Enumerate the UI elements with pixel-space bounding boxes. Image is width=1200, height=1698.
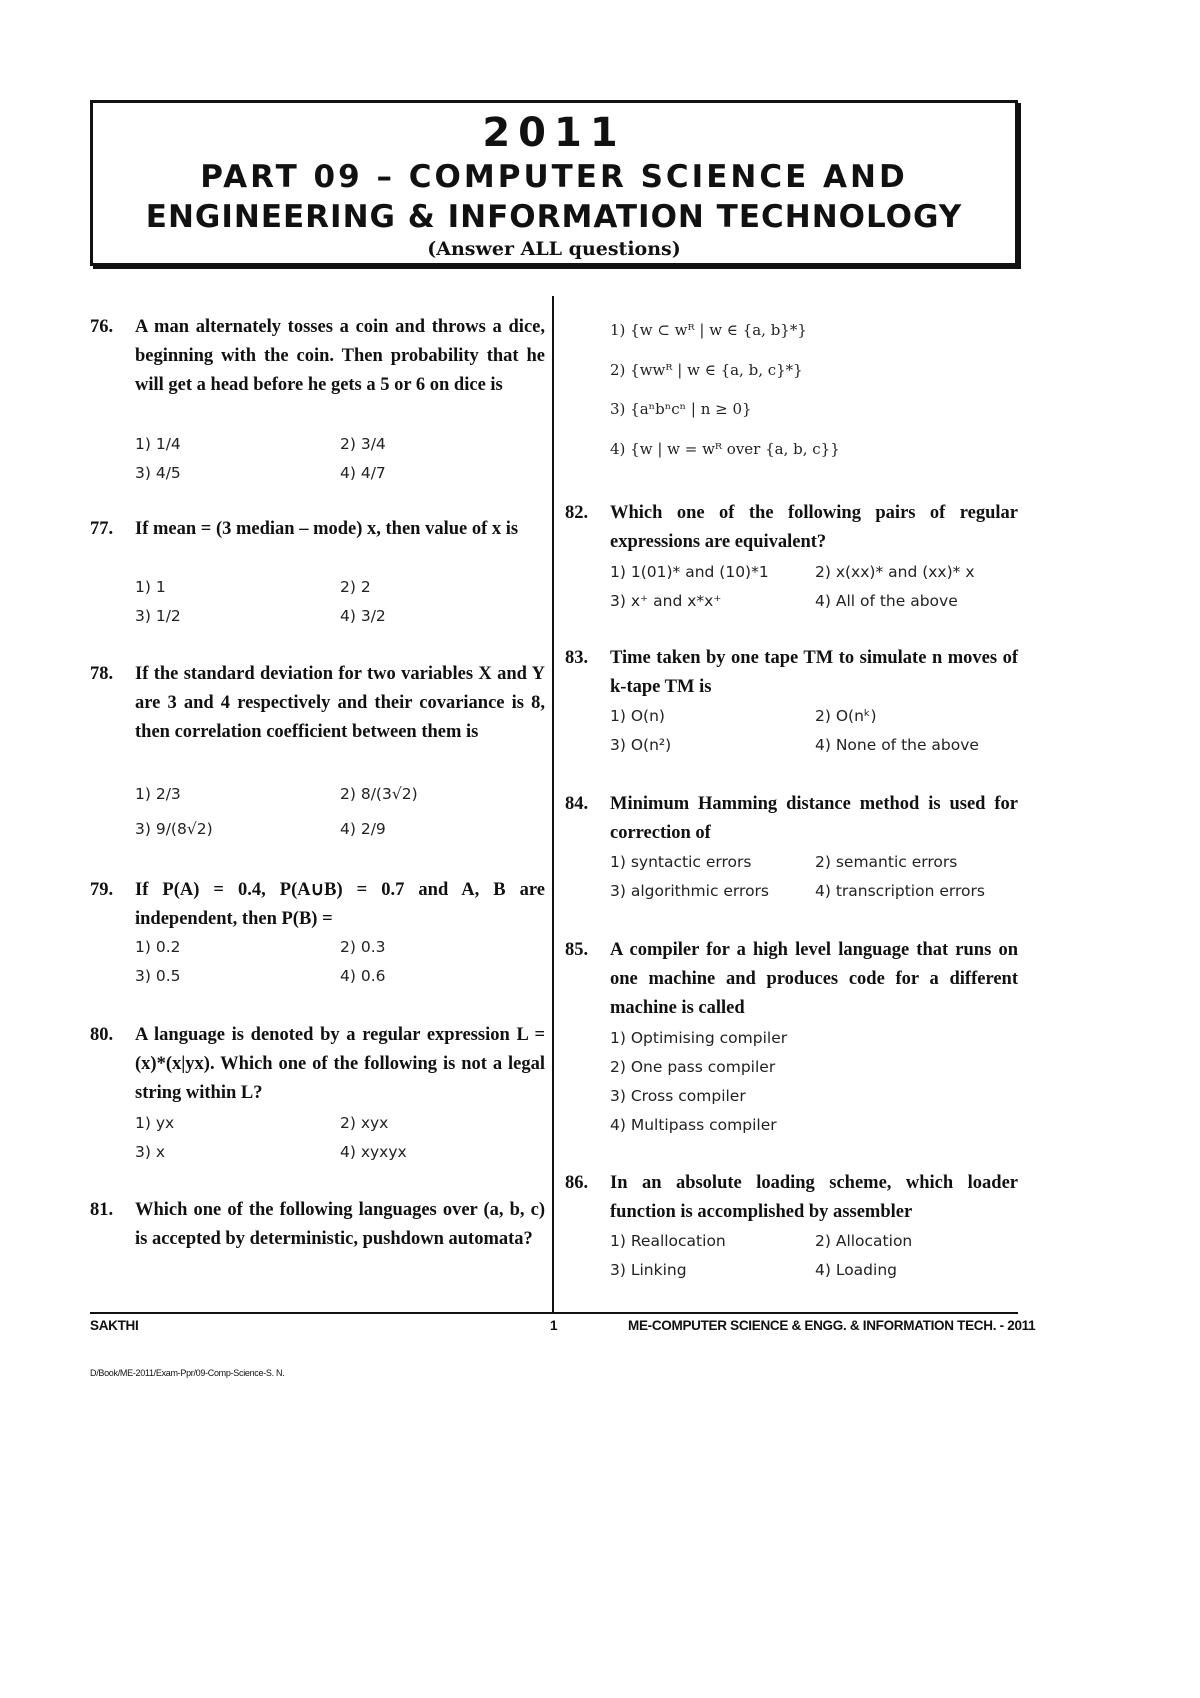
- answer-option: 1) yx: [135, 1114, 175, 1132]
- column-divider: [552, 296, 554, 1314]
- answer-option: 1) 2/3: [135, 785, 181, 803]
- question-number: 79.: [90, 880, 114, 900]
- answer-option: 1) O(n): [610, 707, 665, 725]
- part-title-line-2: ENGINEERING & INFORMATION TECHNOLOGY: [145, 199, 963, 235]
- answer-option: 1) Optimising compiler: [610, 1029, 788, 1047]
- answer-option: 2) One pass compiler: [610, 1058, 776, 1076]
- answer-option: 1) 0.2: [135, 938, 181, 956]
- question-text: Time taken by one tape TM to simulate n moves of k-tape TM is: [610, 648, 1018, 697]
- answer-option: 3) 9/(8√2): [135, 820, 213, 838]
- footer-rule: [90, 1312, 1018, 1314]
- answer-option: 3) O(n²): [610, 736, 672, 754]
- answer-option: 2) semantic errors: [815, 853, 958, 871]
- question-number: 86.: [565, 1173, 589, 1193]
- question-text: In an absolute loading scheme, which loader function is accomplished by assembler: [610, 1173, 1018, 1222]
- question-text: If the standard deviation for two variables X and Y are 3 and 4 respectively and their covariance is 8, then correlation coefficient between them is: [135, 664, 545, 742]
- exam-year: 2011: [482, 110, 626, 156]
- answer-option: 3) x⁺ and x*x⁺: [610, 592, 722, 610]
- page-number: 1: [550, 1318, 558, 1333]
- answer-option: 2) 2: [340, 578, 371, 596]
- answer-option: 3) Linking: [610, 1261, 687, 1279]
- question-number: 82.: [565, 503, 589, 523]
- question-text: A language is denoted by a regular expression L = (x)*(x|yx). Which one of the following is not a legal string within L?: [135, 1025, 545, 1103]
- question-number: 84.: [565, 794, 589, 814]
- answer-option: 2) 8/(3√2): [340, 785, 418, 803]
- question-text: Which one of the following languages over (a, b, c) is accepted by deterministic, pushdown automata?: [135, 1200, 545, 1249]
- answer-option: 3) x: [135, 1143, 166, 1161]
- answer-option: 4) 3/2: [340, 607, 386, 625]
- answer-option: 4) Multipass compiler: [610, 1116, 777, 1134]
- question-text: A compiler for a high level language that runs on one machine and produces code for a different machine is called: [610, 940, 1018, 1018]
- question-text: If P(A) = 0.4, P(A∪B) = 0.7 and A, B are independent, then P(B) =: [135, 880, 545, 929]
- answer-option: 3) Cross compiler: [610, 1087, 746, 1105]
- question-number: 81.: [90, 1200, 114, 1220]
- answer-option: 4) 2/9: [340, 820, 386, 838]
- answer-option: 3) 1/2: [135, 607, 181, 625]
- file-path: D/Book/ME-2011/Exam-Ppr/09-Comp-Science-S. N.: [90, 1368, 285, 1378]
- question-text: Which one of the following pairs of regular expressions are equivalent?: [610, 503, 1018, 552]
- answer-option: 3) 0.5: [135, 967, 181, 985]
- instruction: (Answer ALL questions): [427, 238, 681, 260]
- answer-option: 4) {w | w = wᴿ over {a, b, c}}: [610, 440, 840, 458]
- question-number: 83.: [565, 648, 589, 668]
- question-number: 80.: [90, 1025, 114, 1045]
- question-number: 85.: [565, 940, 589, 960]
- answer-option: 2) xyx: [340, 1114, 389, 1132]
- answer-option: 4) Loading: [815, 1261, 897, 1279]
- answer-option: 1) 1(01)* and (10)*1: [610, 563, 769, 581]
- answer-option: 1) syntactic errors: [610, 853, 752, 871]
- question-number: 76.: [90, 317, 114, 337]
- answer-option: 2) 3/4: [340, 435, 386, 453]
- question-text: If mean = (3 median – mode) x, then value of x is: [135, 519, 519, 539]
- question-number: 77.: [90, 519, 114, 539]
- question-number: 78.: [90, 664, 114, 684]
- answer-option: 4) None of the above: [815, 736, 979, 754]
- footer-title: ME-COMPUTER SCIENCE & ENGG. & INFORMATION TECH. - 2011: [628, 1318, 1036, 1333]
- answer-option: 3) 4/5: [135, 464, 181, 482]
- footer-author: SAKTHI: [90, 1318, 139, 1333]
- answer-option: 4) All of the above: [815, 592, 958, 610]
- question-text: A man alternately tosses a coin and throws a dice, beginning with the coin. Then probability that he will get a head before he gets a 5 or 6 on dice is: [135, 317, 545, 395]
- answer-option: 4) 0.6: [340, 967, 386, 985]
- answer-option: 4) transcription errors: [815, 882, 985, 900]
- part-title-line-1: PART 09 – COMPUTER SCIENCE AND: [200, 159, 908, 195]
- answer-option: 4) xyxyx: [340, 1143, 407, 1161]
- answer-option: 3) {aⁿbⁿcⁿ | n ≥ 0}: [610, 400, 752, 418]
- answer-option: 2) Allocation: [815, 1232, 913, 1250]
- answer-option: 2) 0.3: [340, 938, 386, 956]
- answer-option: 2) O(nᵏ): [815, 707, 877, 725]
- title-box: [90, 100, 1018, 266]
- question-text: Minimum Hamming distance method is used for correction of: [610, 794, 1018, 843]
- answer-option: 2) {wwᴿ | w ∈ {a, b, c}*}: [610, 361, 803, 379]
- answer-option: 3) algorithmic errors: [610, 882, 769, 900]
- answer-option: 4) 4/7: [340, 464, 386, 482]
- answer-option: 2) x(xx)* and (xx)* x: [815, 563, 975, 581]
- answer-option: 1) 1/4: [135, 435, 181, 453]
- answer-option: 1) 1: [135, 578, 166, 596]
- answer-option: 1) Reallocation: [610, 1232, 726, 1250]
- answer-option: 1) {w ⊂ wᴿ | w ∈ {a, b}*}: [610, 321, 807, 339]
